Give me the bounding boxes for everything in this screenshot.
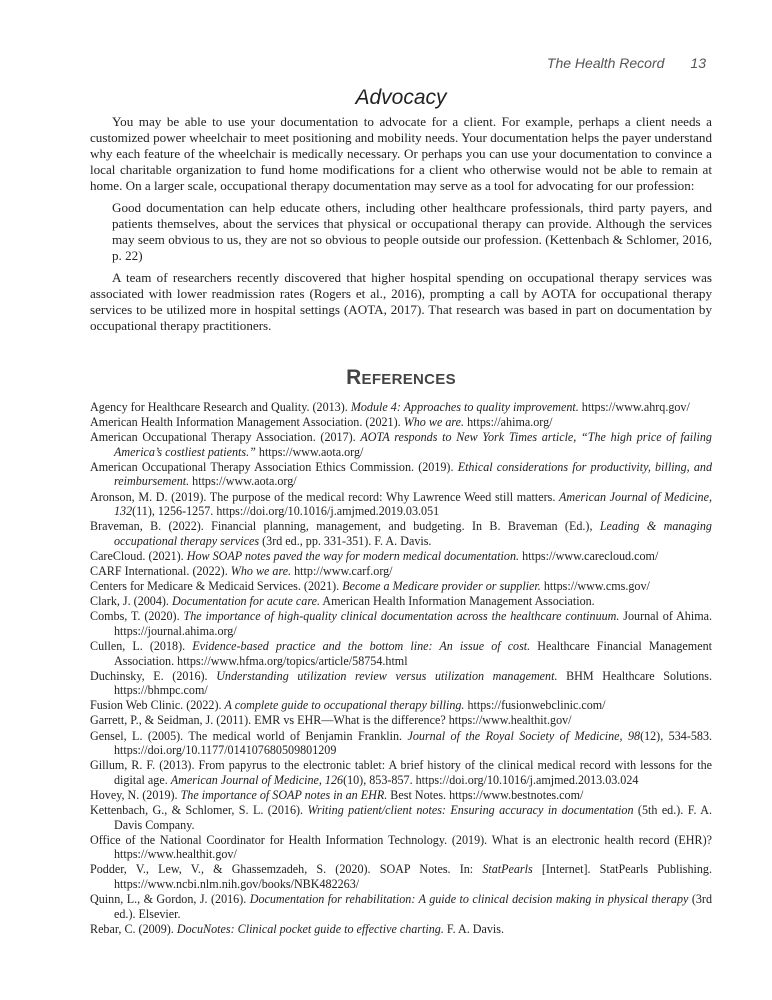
page-number: 13 — [690, 55, 706, 71]
reference-text: Centers for Medicare & Medicaid Services. (2021). — [90, 579, 343, 594]
reference-text: Gensel, L. (2005). The medical world of Benjamin Franklin. — [90, 728, 408, 743]
reference-text: Fusion Web Clinic. (2022). — [90, 698, 225, 713]
running-header — [547, 55, 706, 71]
reference-text: F. A. Davis. — [443, 921, 505, 936]
reference-italic-title: American Journal of Medicine, 132 — [114, 489, 712, 519]
reference-text: Agency for Healthcare Research and Quality. (2013). — [90, 400, 351, 414]
reference-text: Office of the National Coordinator for Health Information Technology. (2019). What is an electronic health record (EHR)? https://www.healthit.gov/ — [90, 832, 712, 862]
reference-entry — [90, 833, 712, 862]
advocacy-heading: Advocacy — [355, 86, 447, 109]
reference-entry — [90, 519, 712, 548]
reference-italic-title: Become a Medicare provider or supplier. — [342, 579, 541, 594]
reference-entry — [90, 862, 712, 891]
reference-italic-title: StatPearls — [482, 862, 533, 877]
reference-text: https://www.cms.gov/ — [540, 579, 650, 594]
reference-text: Combs, T. (2020). — [90, 609, 184, 624]
advocacy-paragraph-2: A team of researchers recently discovered that higher hospital spending on occupational therapy services was associated with lower readmission rates (Rogers et al., 2016), prompting a call by AOTA for occupational therapy services to be utilized more in hospital settings (AOTA, 2017). That research was based in part on documentation by occupational therapy practitioners. — [90, 270, 712, 333]
reference-text: Rebar, C. (2009). — [90, 921, 177, 936]
reference-text: Best Notes. https://www.bestnotes.com/ — [387, 787, 584, 802]
reference-italic-title: AOTA responds to New York Times article, “The high price of failing America’s costliest patients.” — [114, 430, 712, 459]
reference-italic-title: The importance of high-quality clinical documentation across the healthcare continuum. — [183, 609, 620, 624]
reference-text: http://www.carf.org/ — [291, 564, 393, 579]
reference-text: CareCloud. (2021). — [90, 548, 187, 563]
reference-text: BHM Healthcare Solutions. https://bhmpc.com/ — [114, 668, 712, 698]
reference-italic-title: How SOAP notes paved the way for modern medical documentation. — [186, 548, 520, 563]
reference-text: https://www.carecloud.com/ — [519, 548, 659, 563]
reference-italic-title: Documentation for acute care. — [171, 594, 320, 609]
reference-text: American Occupational Therapy Association. (2017). — [90, 430, 361, 445]
reference-text: https://www.ahrq.gov/ — [578, 400, 690, 414]
reference-text: (5th ed.). F. A. Davis Company. — [114, 803, 712, 832]
reference-text: Kettenbach, G., & Schlomer, S. L. (2016). — [90, 803, 308, 818]
reference-italic-title: Writing patient/client notes: Ensuring accuracy in documentation — [307, 803, 634, 818]
reference-entry — [90, 579, 712, 594]
reference-italic-title: The importance of SOAP notes in an EHR. — [180, 787, 388, 802]
reference-italic-title: A complete guide to occupational therapy billing. — [224, 698, 465, 713]
reference-text: Duchinsky, E. (2016). — [90, 668, 217, 683]
reference-text: (3rd ed., pp. 331-351). F. A. Davis. — [259, 533, 432, 548]
reference-entry — [90, 594, 712, 609]
reference-italic-title: DocuNotes: Clinical pocket guide to effective charting. — [176, 921, 444, 936]
reference-text: Clark, J. (2004). — [90, 594, 172, 609]
reference-text: Quinn, L., & Gordon, J. (2016). — [90, 892, 250, 907]
reference-text: Podder, V., Lew, V., & Ghassemzadeh, S. (2020). SOAP Notes. In: — [90, 862, 483, 877]
reference-entry — [90, 549, 712, 564]
reference-italic-title: Who we are. — [230, 564, 292, 579]
reference-entry — [90, 415, 712, 430]
reference-italic-title: Who we are. — [403, 415, 465, 430]
reference-text: Braveman, B. (2022). Financial planning, management, and budgeting. In B. Braveman (Ed.), — [90, 519, 600, 534]
reference-entry — [90, 788, 712, 803]
reference-entry — [90, 669, 712, 698]
reference-entry — [90, 609, 712, 638]
reference-entry — [90, 922, 712, 937]
advocacy-paragraph-1: You may be able to use your documentation to advocate for a client. For example, perhaps a client needs a customized power wheelchair to meet positioning and mobility needs. Your documentation helps the payer understand why each feature of the wheelchair is medically necessary. Or perhaps you can use your documentation to convince a local charitable organization to fund home modifications for a client who otherwise would not be able to remain at home. On a larger scale, occupational therapy documentation may serve as a tool for advocating for our profession: — [90, 114, 712, 193]
reference-text: [Internet]. StatPearls Publishing. https://www.ncbi.nlm.nih.gov/books/NBK482263/ — [114, 862, 712, 891]
reference-italic-title: Module 4: Approaches to quality improvement. — [350, 400, 579, 414]
reference-entry — [90, 892, 712, 921]
reference-italic-title: Ethical considerations for productivity, billing, and reimbursement. — [114, 459, 712, 489]
reference-entry — [90, 460, 712, 489]
reference-text: Hovey, N. (2019). — [90, 787, 181, 802]
reference-text: https://www.aota.org/ — [255, 444, 364, 459]
reference-entry — [90, 758, 712, 787]
reference-entry — [90, 430, 712, 459]
advocacy-block-quote: Good documentation can help educate others, including other healthcare professionals, third party payers, and patients themselves, about the services that physical or occupational therapy can provide. Although the services may seem obvious to us, they are not so obvious to people outside our profession. (Kettenbach & Schlomer, 2016, p. 22) — [112, 200, 712, 263]
reference-italic-title: American Journal of Medicine, 126 — [170, 772, 344, 787]
reference-entry — [90, 698, 712, 713]
reference-entry — [90, 639, 712, 668]
reference-text: American Health Information Management Association. — [319, 594, 595, 609]
references-list — [90, 400, 712, 936]
reference-text: (10), 853-857. https://doi.org/10.1016/j.amjmed.2013.03.024 — [343, 772, 639, 787]
reference-entry — [90, 400, 712, 415]
reference-entry — [90, 490, 712, 519]
page-content — [90, 86, 712, 937]
reference-text: (11), 1256-1257. https://doi.org/10.1016/j.amjmed.2019.03.051 — [132, 504, 440, 519]
reference-text: Journal of Ahima. https://journal.ahima.org/ — [114, 609, 712, 638]
reference-text: (3rd ed.). Elsevier. — [114, 892, 712, 921]
reference-text: https://www.aota.org/ — [189, 474, 297, 489]
reference-entry — [90, 713, 712, 728]
reference-italic-title: Journal of the Royal Society of Medicine, 98 — [407, 728, 641, 743]
running-title: The Health Record — [546, 55, 665, 71]
reference-italic-title: Understanding utilization review versus utilization management. — [216, 668, 558, 683]
reference-italic-title: Leading & managing occupational therapy services — [114, 519, 712, 548]
reference-italic-title: Documentation for rehabilitation: A guide to clinical decision making in physical therapy — [249, 892, 689, 907]
reference-text: Aronson, M. D. (2019). The purpose of the medical record: Why Lawrence Weed still matters. — [90, 489, 560, 504]
reference-entry — [90, 564, 712, 579]
reference-text: CARF International. (2022). — [90, 564, 231, 579]
reference-entry — [90, 729, 712, 758]
reference-text: https://fusionwebclinic.com/ — [464, 698, 606, 713]
reference-text: American Health Information Management Association. (2021). — [90, 415, 404, 430]
reference-text: https://ahima.org/ — [464, 415, 553, 430]
reference-text: Gillum, R. F. (2013). From papyrus to the electronic tablet: A brief history of the clinical medical record with lessons for the digital age. — [90, 758, 712, 787]
reference-text: American Occupational Therapy Association Ethics Commission. (2019). — [90, 459, 458, 474]
reference-entry — [90, 803, 712, 832]
references-heading: References — [346, 366, 456, 389]
reference-text: (12), 534-583. https://doi.org/10.1177/014107680509801209 — [114, 728, 713, 758]
reference-text: Cullen, L. (2018). — [90, 639, 193, 653]
reference-text: Healthcare Financial Management Association. https://www.hfma.org/topics/article/58754.html — [114, 639, 712, 668]
reference-italic-title: Evidence-based practice and the bottom line: An issue of cost. — [192, 639, 531, 653]
reference-text: Garrett, P., & Seidman, J. (2011). EMR vs EHR—What is the difference? https://www.healthit.gov/ — [90, 713, 572, 728]
